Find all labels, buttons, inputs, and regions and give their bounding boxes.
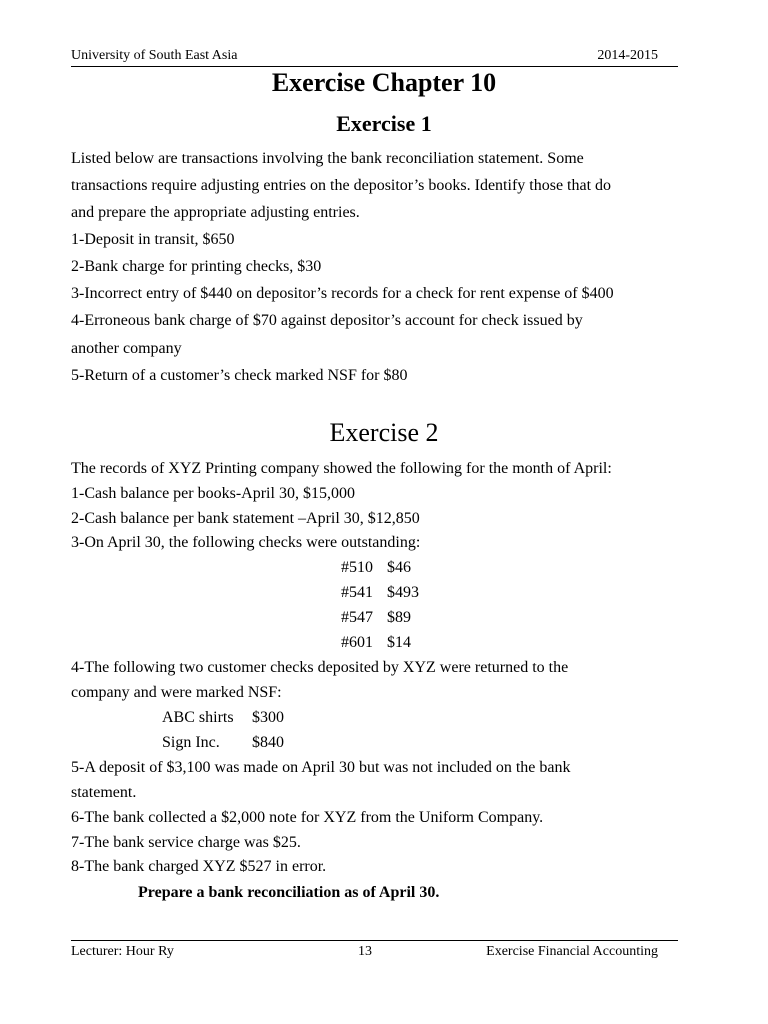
- ex1-item: another company: [71, 340, 182, 357]
- nsf-amount: $300: [252, 709, 284, 726]
- footer-course: Exercise Financial Accounting: [486, 944, 658, 959]
- nsf-customer: ABC shirts: [162, 709, 234, 726]
- ex1-item: 2-Bank charge for printing checks, $30: [71, 258, 322, 275]
- ex1-item: 3-Incorrect entry of $440 on depositor’s records for a check for rent expense of $400: [71, 285, 614, 302]
- ex2-line: 4-The following two customer checks deposited by XYZ were returned to the: [71, 659, 569, 676]
- ex1-item: 4-Erroneous bank charge of $70 against depositor’s account for check issued by: [71, 312, 583, 329]
- check-number: #541: [341, 584, 373, 601]
- chapter-title: Exercise Chapter 10: [271, 68, 497, 97]
- check-amount: $89: [387, 609, 411, 626]
- check-number: #510: [341, 559, 373, 576]
- page-header: [71, 48, 678, 67]
- check-amount: $46: [387, 559, 411, 576]
- check-number: #601: [341, 634, 373, 651]
- ex2-line: 1-Cash balance per books-April 30, $15,000: [71, 485, 355, 502]
- ex2-line: 3-On April 30, the following checks were outstanding:: [71, 534, 421, 551]
- header-university: University of South East Asia: [71, 48, 238, 63]
- ex2-line: 8-The bank charged XYZ $527 in error.: [71, 858, 327, 875]
- ex1-item: 1-Deposit in transit, $650: [71, 231, 235, 248]
- ex1-intro-line: and prepare the appropriate adjusting entries.: [71, 204, 360, 221]
- ex2-line: 6-The bank collected a $2,000 note for XYZ from the Uniform Company.: [71, 809, 544, 826]
- ex2-line: 7-The bank service charge was $25.: [71, 834, 301, 851]
- header-year: 2014-2015: [597, 48, 658, 63]
- ex2-line: The records of XYZ Printing company showed the following for the month of April:: [71, 460, 612, 477]
- exercise1-heading: Exercise 1: [336, 111, 432, 136]
- check-amount: $493: [387, 584, 419, 601]
- page-number: 13: [358, 944, 372, 959]
- ex1-intro-line: transactions require adjusting entries on the depositor’s books. Identify those that do: [71, 177, 612, 194]
- nsf-customer: Sign Inc.: [162, 734, 220, 751]
- check-number: #547: [341, 609, 373, 626]
- nsf-amount: $840: [252, 734, 284, 751]
- footer-lecturer: Lecturer: Hour Ry: [71, 944, 174, 959]
- page-footer: [71, 940, 678, 961]
- ex2-instruction: Prepare a bank reconciliation as of April 30.: [138, 884, 440, 901]
- ex2-line: 2-Cash balance per bank statement –April 30, $12,850: [71, 510, 420, 527]
- ex1-intro-line: Listed below are transactions involving the bank reconciliation statement. Some: [71, 150, 584, 167]
- ex2-line: statement.: [71, 784, 137, 801]
- exercise2-heading: Exercise 2: [329, 418, 439, 447]
- ex1-item: 5-Return of a customer’s check marked NSF for $80: [71, 367, 408, 384]
- ex2-line: 5-A deposit of $3,100 was made on April 30 but was not included on the bank: [71, 759, 571, 776]
- check-amount: $14: [387, 634, 411, 651]
- ex2-line: company and were marked NSF:: [71, 684, 282, 701]
